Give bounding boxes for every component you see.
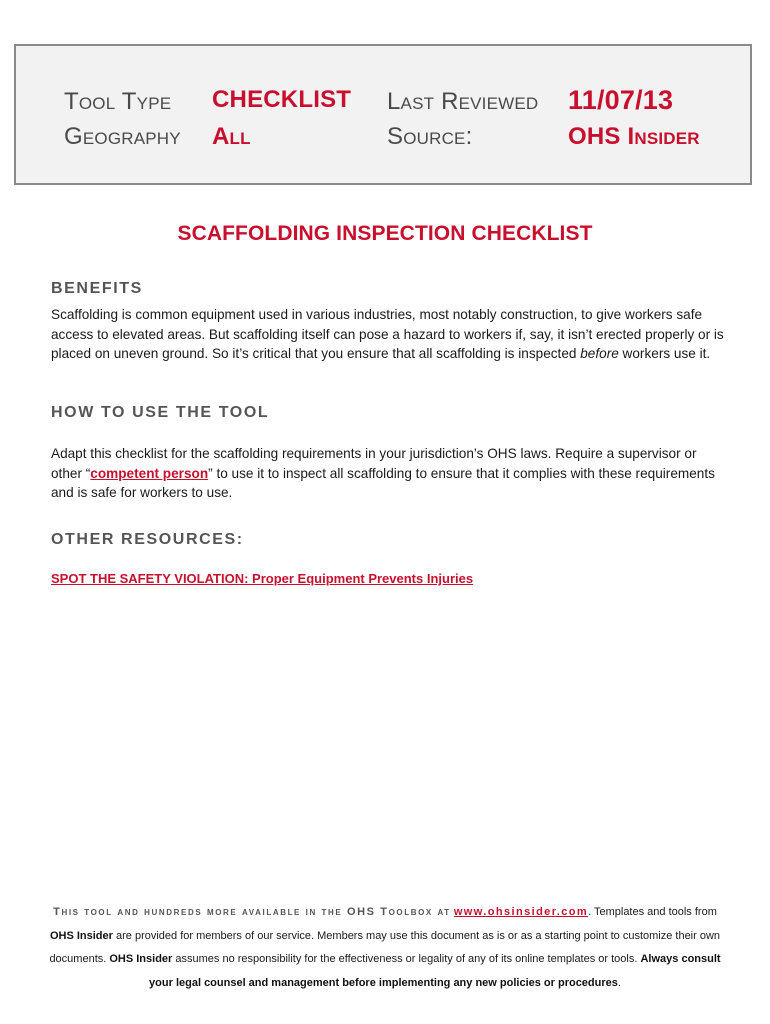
geography-value: All <box>212 123 251 150</box>
how-to-heading: HOW TO USE THE TOOL <box>51 404 270 421</box>
benefits-heading: BENEFITS <box>51 280 143 297</box>
last-reviewed-value: 11/07/13 <box>568 85 674 115</box>
geography-label: Geography <box>64 123 181 150</box>
footer-caps-text: This tool and hundreds more available in the OHS Toolbox at <box>53 906 451 918</box>
tool-type-label: Tool Type <box>64 88 172 115</box>
benefits-emphasis: before <box>580 346 619 361</box>
footer-legal-notice: Always consult your legal counsel and management before implementing any new policies or procedures <box>149 953 721 989</box>
competent-person-link[interactable]: competent person <box>90 465 209 481</box>
page-title: SCAFFOLDING INSPECTION CHECKLIST <box>177 222 593 245</box>
footer-brand-2: OHS Insider <box>109 953 173 965</box>
source-value: OHS Insider <box>568 123 700 150</box>
footer-disclaimer: This tool and hundreds more available in the OHS Toolbox at www.ohsinsider.com. Templates and tools from OHS Insider are provided for members of our service. Members may use this document as is or as a starting point to customize their own documents. OHS Insider assumes no responsibility for the effectiveness or legality of any of its online templates or tools. Always consult your legal counsel and management before implementing any new policies or procedures. <box>49 906 721 989</box>
ohsinsider-url-link[interactable]: www.ohsinsider.com <box>453 906 589 918</box>
last-reviewed-label: Last Reviewed <box>387 88 539 115</box>
tool-type-value: CHECKLIST <box>212 86 352 113</box>
spot-the-safety-violation-link[interactable]: SPOT THE SAFETY VIOLATION: Proper Equipment Prevents Injuries <box>51 571 474 586</box>
source-label: Source: <box>387 123 473 150</box>
other-resources-heading: OTHER RESOURCES: <box>51 531 244 548</box>
footer-brand: OHS Insider <box>49 929 113 942</box>
benefits-paragraph: Scaffolding is common equipment used in various industries, most notably construction, to give workers safe access to elevated areas. But scaffolding itself can pose a hazard to workers if, say, it isn’t erected properly or is placed on uneven ground. So it’s critical that you ensure that all scaffolding is inspected before workers use it. <box>51 307 724 361</box>
how-to-paragraph: Adapt this checklist for the scaffolding requirements in your jurisdiction’s OHS laws. Require a supervisor or other “competent person” to use it to inspect all scaffolding to ensure that it complies with these requirements and is safe for workers to use. <box>51 446 715 500</box>
